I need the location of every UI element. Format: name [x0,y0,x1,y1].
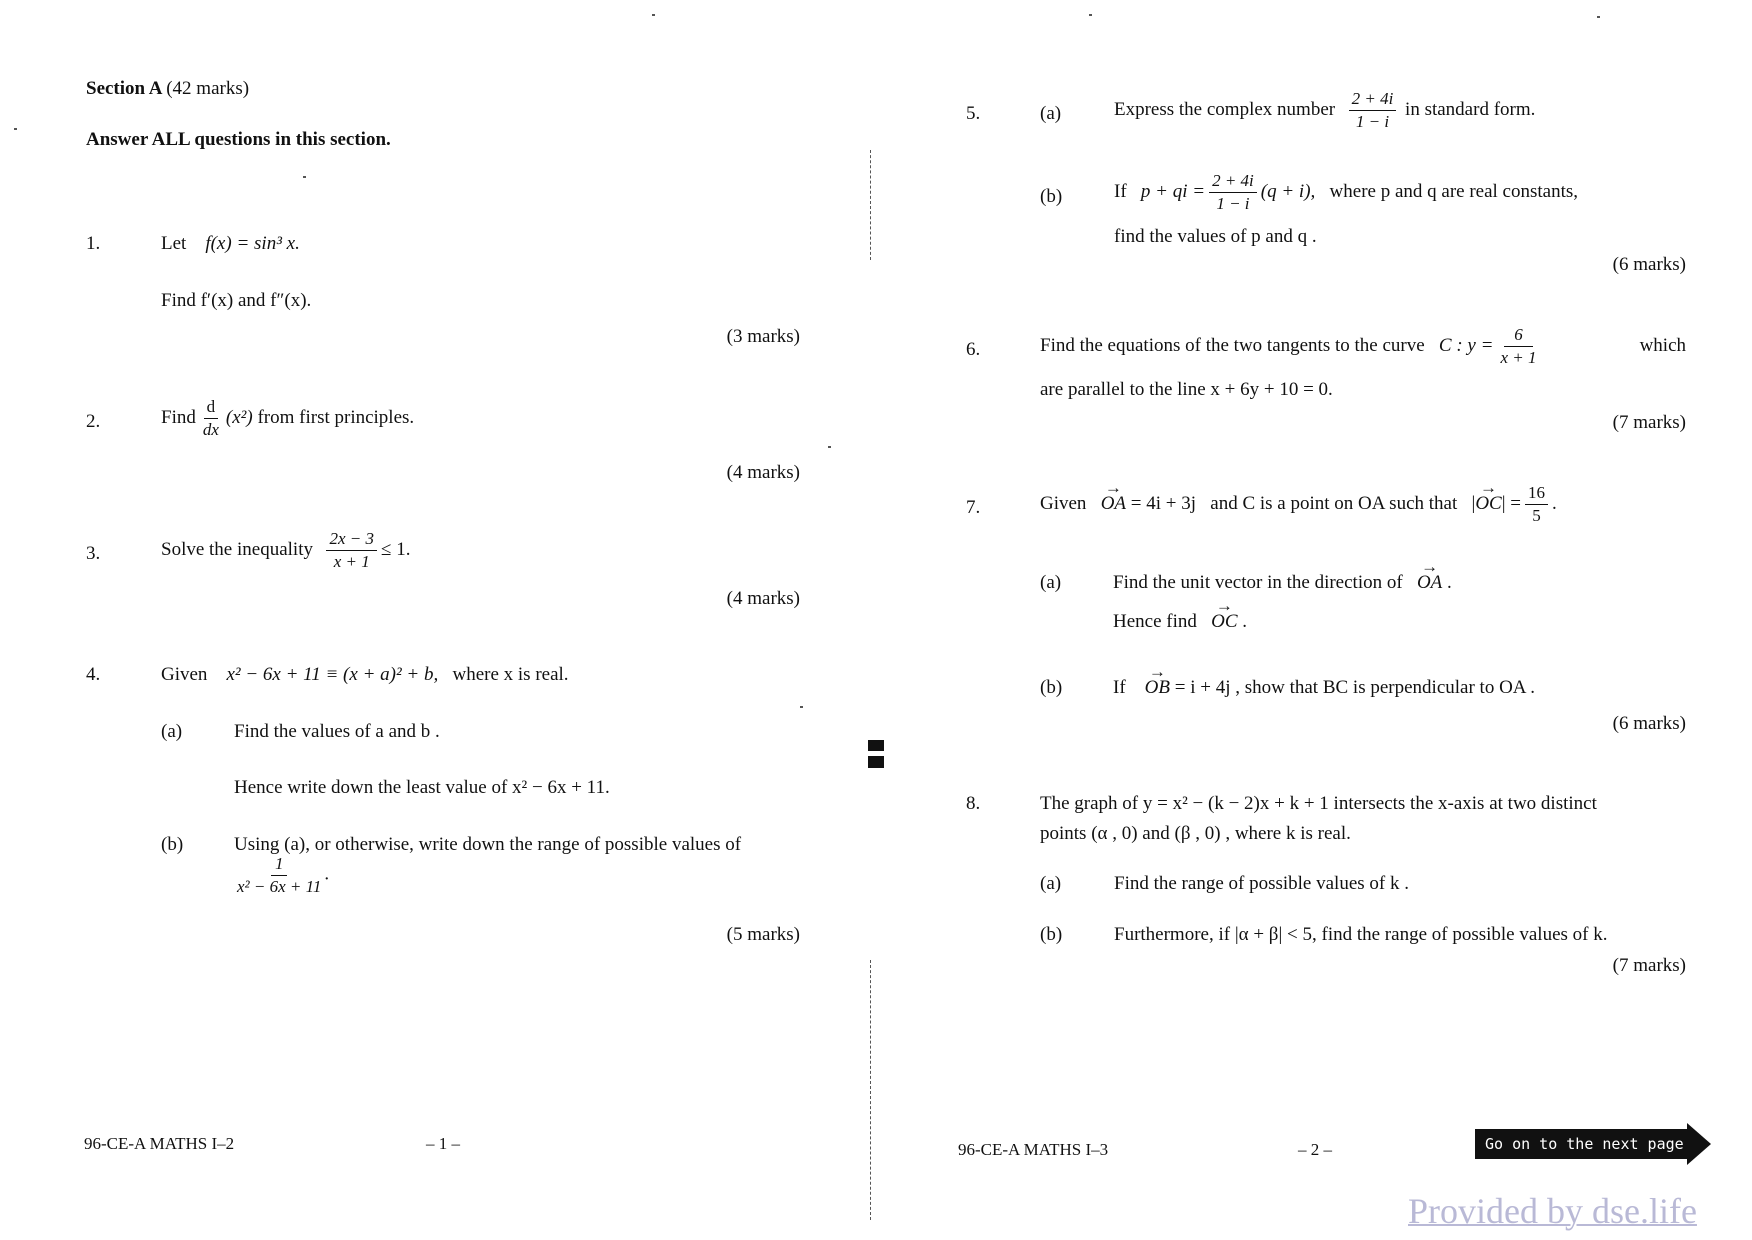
scan-speck [14,128,17,130]
q3-frac-den: x + 1 [333,551,370,571]
question-6-text [1040,326,1686,367]
scan-speck [828,446,831,448]
q4-where: where x is real. [452,664,569,685]
q7-fraction [1525,484,1548,525]
q2-derivative [200,398,222,439]
question-4-given [161,664,569,686]
question-8-number: 8. [966,793,981,814]
q5b-frac-num: 2 + 4i [1209,172,1257,193]
q7-abs-open: | [1471,493,1476,515]
q6-frac-num: 6 [1504,326,1533,347]
question-5b-text [1114,172,1578,213]
q4-given-word: Given [161,664,208,685]
q7-oa-vector: → OA [1101,493,1126,515]
question-8-marks: (7 marks) [1612,955,1686,976]
q5a-text: Express the complex number [1114,99,1336,121]
q6-text: Find the equations of the two tangents to the curve [1040,335,1425,357]
question-7-marks: (6 marks) [1612,713,1686,734]
question-3-marks: (4 marks) [726,588,800,609]
q5b-lhs: p + qi = [1140,181,1206,203]
q4b-frac-den: x² − 6x + 11 [237,876,322,896]
question-6-line2: are parallel to the line x + 6y + 10 = 0. [1040,379,1333,400]
q7a-hence: Hence find [1113,611,1197,632]
question-5a-label: (a) [1040,103,1062,124]
go-to-next-page-banner: Go on to the next page [1475,1129,1687,1159]
question-4a-label: (a) [161,721,183,742]
question-7-number: 7. [966,497,981,518]
question-7a-label: (a) [1040,572,1062,593]
question-3-text [161,530,410,571]
question-2-number: 2. [86,411,101,432]
q2-find: Find [161,407,196,429]
question-7b-text [1113,677,1535,699]
right-footer-page: – 2 – [1298,1140,1332,1159]
question-7b-label: (b) [1040,677,1063,698]
question-4b-label: (b) [161,834,184,855]
q3-fraction [326,530,377,571]
instruction: Answer ALL questions in this section. [86,129,391,150]
q5b-where: where p and q are real constants, [1329,181,1579,203]
q7b-eq: = i + 4j , show that BC is perpendicular to OA . [1174,677,1535,698]
question-4-number: 4. [86,664,101,685]
q5a-rest: in standard form. [1405,99,1536,121]
question-4b-fraction: $\frac{1}{\text{x² − 6x + 11}}$ . [234,855,329,896]
q4-identity: x² − 6x + 11 ≡ (x + a)² + b, [226,664,439,685]
question-1-let [161,233,300,255]
left-footer-code: 96-CE-A MATHS I–2 [84,1134,235,1153]
scan-speck [652,14,655,16]
q5b-if: If [1114,181,1127,203]
scan-speck [1089,14,1092,16]
scan-speck [1597,16,1600,18]
question-8-line2: points (α , 0) and (β , 0) , where k is real. [1040,823,1351,844]
q4b-frac-num: 1 [271,855,288,876]
question-2-text [161,398,414,439]
question-4b-text: Using (a), or otherwise, write down the range of possible values of [234,834,742,855]
q6-curve: C : y = [1438,335,1494,357]
question-2-marks: (4 marks) [726,462,800,483]
q5a-frac-num: 2 + 4i [1349,90,1397,111]
q2-rest: from first principles. [257,407,415,429]
question-8b-label: (b) [1040,924,1063,945]
q7-frac-den: 5 [1532,505,1541,525]
q5b-frac-den: 1 − i [1216,193,1250,213]
section-title-text: Section A [86,78,162,99]
q5b-fraction [1209,172,1257,213]
q3-text: Solve the inequality [161,539,313,561]
q7a-text: Find the unit vector in the direction of [1113,572,1403,593]
question-5b-label: (b) [1040,186,1063,207]
question-4-marks: (5 marks) [726,924,800,945]
q7b-vector: → OB [1145,677,1170,699]
q7-abs-close: | = [1501,493,1521,515]
question-5b-find: find the values of p and q . [1114,226,1317,247]
question-5a-text [1114,90,1535,131]
q7-frac-num: 16 [1525,484,1548,505]
question-3-number: 3. [86,543,101,564]
q5b-rhs: (q + i), [1260,181,1316,203]
question-1-number: 1. [86,233,101,254]
q5a-fraction [1349,90,1397,131]
question-8a-text: Find the range of possible values of k . [1114,873,1409,894]
q2-expr: (x²) [225,407,253,429]
q6-frac-den: x + 1 [1500,347,1537,367]
watermark-link[interactable]: Provided by dse.life [1408,1191,1697,1231]
q7-and-c: and C is a point on OA such that [1210,493,1458,515]
q6-fraction [1497,326,1539,367]
q7-oa-eq: = 4i + 3j [1130,493,1197,515]
question-6-marks: (7 marks) [1612,412,1686,433]
question-4a-hence: Hence write down the least value of x² − 6x + 11. [234,777,610,798]
right-footer-code: 96-CE-A MATHS I–3 [958,1140,1109,1159]
question-5-marks: (6 marks) [1612,254,1686,275]
scan-speck [303,176,306,178]
q4b-frac [234,855,324,896]
q7-given: Given [1040,493,1087,515]
q2-d-num: d [204,398,219,419]
q6-which: which [1639,335,1686,357]
question-7-text: Given → OA = 4i + 3j and C is a point on OA such that | → OC | = $\frac{16}{5}$ . [1040,484,1557,525]
center-divider-bottom [870,960,871,1220]
left-footer-page: – 1 – [426,1134,460,1153]
question-6-number: 6. [966,339,981,360]
scan-speck [800,706,803,708]
q7a-hence-vector: → OC [1211,611,1237,633]
binding-mark [868,740,884,768]
question-7a-text: Find the unit vector in the direction of → OA . [1113,572,1452,594]
q3-frac-num: 2x − 3 [326,530,377,551]
q5a-frac-den: 1 − i [1355,111,1390,131]
section-marks: (42 marks) [166,78,250,99]
question-8-line1: The graph of y = x² − (k − 2)x + k + 1 intersects the x-axis at two distinct [1040,793,1597,814]
section-title [86,78,249,100]
q7a-vector: → OA [1417,572,1442,594]
q3-rest: ≤ 1. [381,539,411,561]
question-7a-hence: Hence find → OC . [1113,611,1247,633]
question-1-marks: (3 marks) [726,326,800,347]
q2-d-den: dx [202,419,219,439]
question-5-number: 5. [966,103,981,124]
question-4a-text: Find the values of a and b . [234,721,440,742]
question-8a-label: (a) [1040,873,1062,894]
question-1-find: Find f′(x) and f″(x). [161,290,312,311]
question-8b-text: Furthermore, if |α + β| < 5, find the range of possible values of k. [1114,924,1608,945]
q7b-if: If [1113,677,1126,698]
q1-function: f(x) = sin³ x. [205,233,300,254]
center-divider-top [870,150,871,260]
q1-let-word: Let [161,233,187,254]
q7-oc-vector: → OC [1475,493,1501,515]
